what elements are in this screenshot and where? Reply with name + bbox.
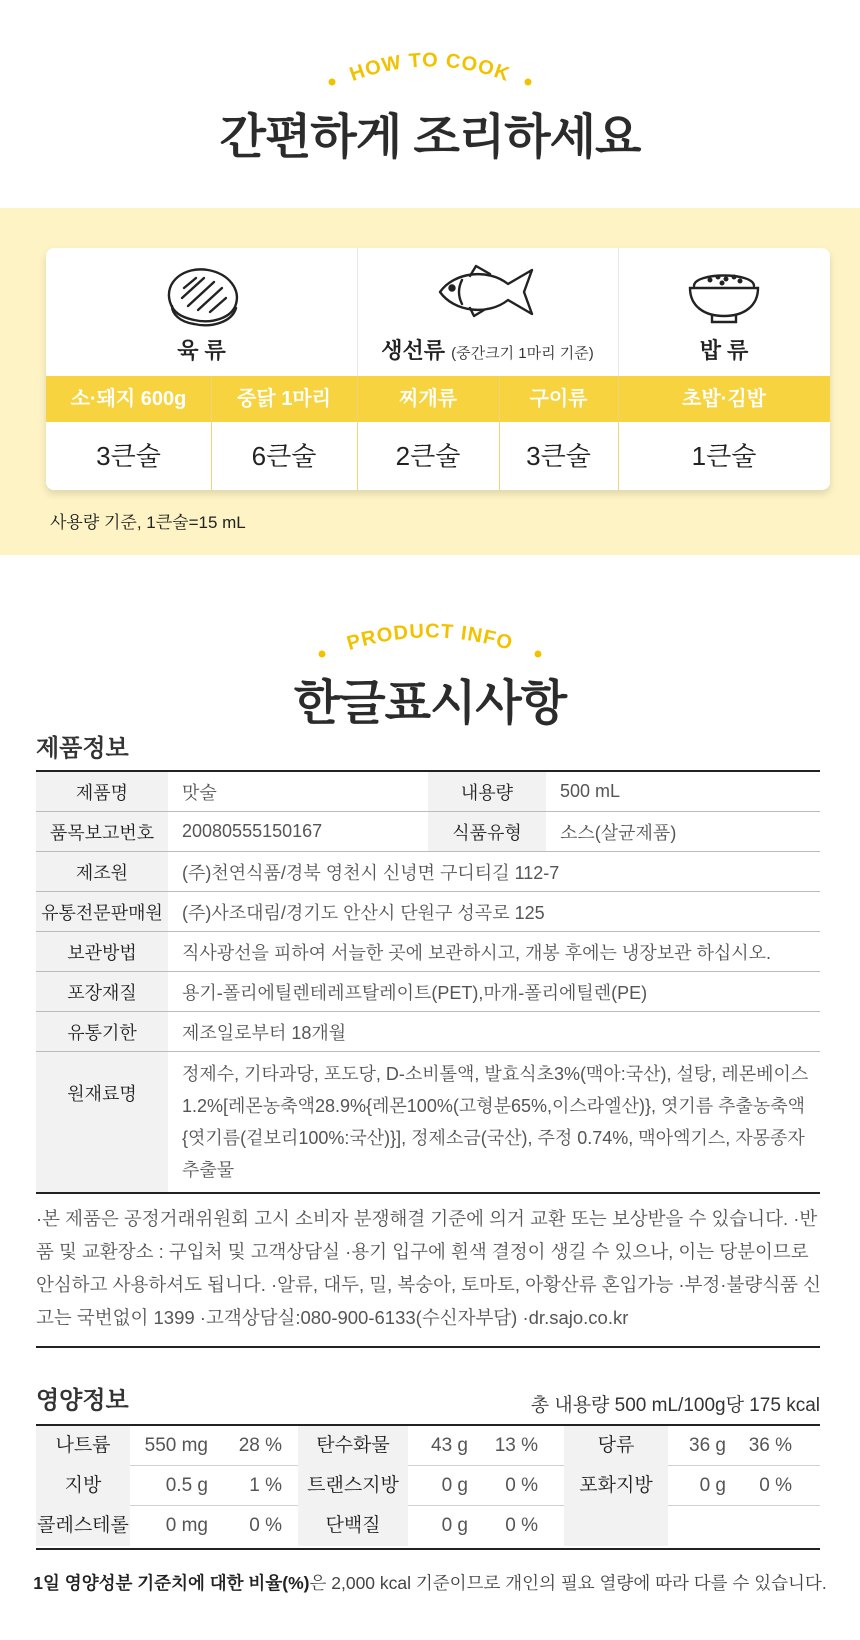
nutrient-name: 나트륨 [36, 1426, 130, 1466]
nutrient-percent: 28 % [238, 1435, 282, 1456]
cell-value: 20080555150167 [182, 821, 323, 841]
nutrient-amount: 0.5 g [165, 1475, 208, 1496]
cell-value: 용기-폴리에틸렌테레프탈레이트(PET),마개-폴리에틸렌(PE) [182, 982, 648, 1003]
nutrient-amount: 0 g [441, 1475, 468, 1496]
cell-value: 소스(살균제품) [560, 822, 677, 843]
table-row [36, 1012, 820, 1052]
cell-label: 포장재질 [36, 972, 168, 1011]
divider [36, 1346, 820, 1348]
item-label: 초밥·김밥 [682, 388, 766, 410]
category-rice [618, 248, 830, 376]
table-row [36, 812, 820, 852]
cell-label: 원재료명 [36, 1052, 168, 1192]
nutrient-amount: 0 g [441, 1515, 468, 1536]
item-label-row [46, 376, 830, 422]
nutrition-footnote-bold: 1일 영양성분 기준치에 대한 비율(%) [33, 1573, 310, 1593]
cell-value: 제조일로부터 18개월 [182, 1022, 347, 1043]
nutrient-name: 지방 [36, 1466, 130, 1506]
table-row [36, 972, 820, 1012]
product-info-eyebrow-text: PRODUCT INFO [344, 620, 516, 655]
item-label: 찌개류 [399, 388, 457, 410]
table-row [36, 1466, 820, 1506]
table-row [36, 932, 820, 972]
how-to-cook-eyebrow-text: HOW TO COOK [346, 49, 514, 87]
nutrient-name: 탄수화물 [298, 1426, 408, 1466]
table-row [36, 1506, 820, 1548]
category-fish-label [357, 334, 618, 365]
nutrient-amount: 43 g [431, 1435, 468, 1456]
product-info-table [36, 770, 820, 1194]
nutrient-percent: 13 % [494, 1435, 538, 1456]
category-meat [46, 248, 357, 376]
cooking-guide-band [0, 208, 860, 555]
nutrient-amount: 0 mg [165, 1515, 208, 1536]
nutrient-name-empty [564, 1506, 668, 1546]
usage-note: 사용량 기준, 1큰술=15 mL [50, 513, 246, 532]
cell-label: 품목보고번호 [36, 812, 168, 851]
category-fish [357, 248, 618, 376]
steak-icon [160, 262, 244, 333]
divider [357, 248, 358, 376]
nutrition-title: 영양정보 [36, 1387, 129, 1414]
nutrition-table [36, 1424, 820, 1550]
item-amount: 3큰술 [526, 441, 591, 471]
cell-label: 식품유형 [428, 812, 546, 851]
nutrition-total: 총 내용량 500 mL/100g당 175 kcal [530, 1395, 820, 1416]
category-meat-label: 육 류 [177, 338, 226, 363]
item-amount: 6큰술 [251, 441, 317, 471]
nutrient-name: 콜레스테롤 [36, 1506, 130, 1546]
how-to-cook-title: 간편하게 조리하세요 [219, 111, 641, 164]
nutrient-name: 트랜스지방 [298, 1466, 408, 1506]
nutrient-percent: 36 % [748, 1435, 792, 1456]
cell-value: (주)사조대림/경기도 안산시 단원구 성곡로 125 [182, 902, 545, 923]
product-info-section-title: 제품정보 [36, 735, 129, 762]
category-rice-label: 밥 류 [699, 338, 749, 363]
how-to-cook-eyebrow [0, 44, 860, 94]
nutrient-amount: 0 g [699, 1475, 726, 1496]
item-label: 구이류 [529, 388, 588, 410]
divider [618, 248, 619, 376]
nutrient-amount: 36 g [689, 1435, 726, 1456]
consumer-notice: ·본 제품은 공정거래위원회 고시 소비자 분쟁해결 기준에 의거 교환 또는 보상받을 수 있습니다. ·반품 및 교환장소 : 구입처 및 고객상담실 ·용기 입구에 흰색 결정이 생길 수 있으나, 이는 당분이므로 안심하고 사용하셔도 됩니다. ·알류, 대두, 밀, 복숭아, 토마토, 아황산류 혼입가능 ·부정·불량식품 신고는 국번없이 1399 ·고객상담실:080-900-6133(수신자부담) ·dr.sajo.co.kr [36, 1208, 821, 1328]
table-row [36, 772, 820, 812]
cell-label: 보관방법 [36, 932, 168, 971]
nutrient-name: 단백질 [298, 1506, 408, 1546]
item-amount: 2큰술 [395, 441, 461, 471]
nutrient-percent: 0 % [249, 1515, 282, 1536]
table-row [36, 852, 820, 892]
svg-text:HOW TO COOK [347, 49, 513, 86]
cell-label: 제품명 [36, 772, 168, 811]
table-row [36, 892, 820, 932]
nutrient-percent: 0 % [759, 1475, 792, 1496]
cell-value: (주)천연식품/경북 영천시 신녕면 구디티길 112-7 [182, 862, 560, 883]
category-fish-note: (중간크기 1마리 기준) [451, 345, 594, 362]
category-fish-label-text: 생선류 [381, 338, 446, 363]
table-row [36, 1426, 820, 1466]
svg-text:PRODUCT INFO [344, 620, 515, 655]
cell-value: 직사광선을 피하여 서늘한 곳에 보관하시고, 개봉 후에는 냉장보관 하십시오. [182, 942, 772, 963]
cell-value: 500 mL [560, 781, 621, 801]
item-amount: 3큰술 [96, 441, 161, 471]
item-label: 소·돼지 600g [70, 388, 187, 410]
nutrition-footnote [0, 1570, 860, 1595]
nutrient-amount: 550 mg [144, 1435, 208, 1456]
cell-label: 제조원 [36, 852, 168, 891]
item-label: 중닭 1마리 [237, 388, 331, 410]
cell-label: 유통기한 [36, 1012, 168, 1051]
fish-icon [436, 262, 540, 325]
product-info-title: 한글표시사항 [293, 677, 567, 730]
cell-label: 유통전문판매원 [36, 892, 168, 931]
nutrient-percent: 0 % [505, 1515, 538, 1536]
rice-bowl-icon [686, 262, 762, 329]
nutrient-name: 당류 [564, 1426, 668, 1466]
cooking-guide-card [46, 248, 830, 490]
cell-value: 정제수, 기타과당, 포도당, D-소비톨액, 발효식초3%(맥아:국산), 설탕, 레몬베이스 1.2%[레몬농축액28.9%{레몬100%(고형분65%,이스라엘산)}, 엿기름 추출농축액{엿기름(겉보리100%:국산)}], 정제소금(국산), 주정 0.74%, 맥아엑기스, 자몽종자 추출물 [182, 1064, 809, 1180]
cell-value: 맛술 [182, 782, 217, 803]
nutrient-percent: 1 % [249, 1475, 282, 1496]
nutrient-name: 포화지방 [564, 1466, 668, 1506]
nutrient-percent: 0 % [505, 1475, 538, 1496]
table-row [36, 1052, 820, 1194]
product-info-eyebrow [0, 614, 860, 664]
nutrition-footnote-text: 은 2,000 kcal 기준이므로 개인의 필요 열량에 따라 다를 수 있습니다. [309, 1573, 827, 1593]
item-amount: 1큰술 [691, 441, 757, 471]
cell-label: 내용량 [428, 772, 546, 811]
